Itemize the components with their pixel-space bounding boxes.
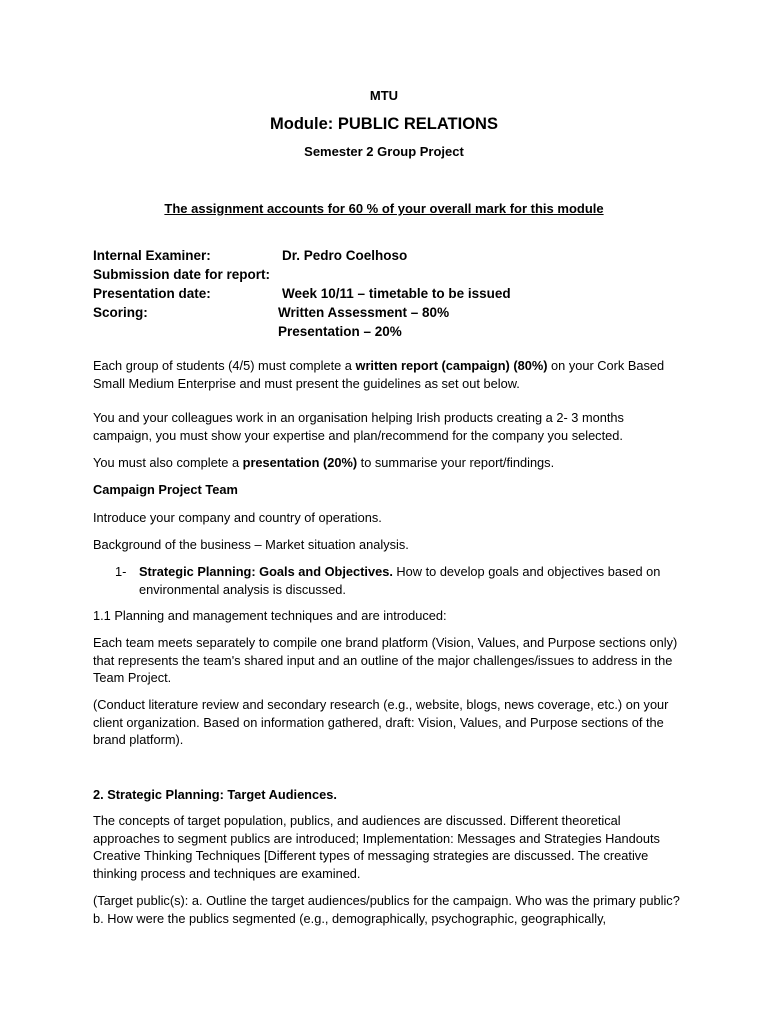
institution-name: MTU [369,88,399,103]
project-subtitle: Semester 2 Group Project [304,144,464,159]
presentation-value: Week 10/11 – timetable to be issued [282,286,511,301]
paragraph-planning-techniques: 1.1 Planning and management techniques and are introduced: [93,608,447,623]
weighting-note: The assignment accounts for 60 % of your overall mark for this module [164,201,604,216]
paragraph-target-concepts: The concepts of target population, publics, and audiences are discussed. Different theoretical approaches to segment publics are introduced; Implementation: Messages and Strategies Handouts Creative Thinking Techniques [Different types of messaging strategies are discussed. The creative thinking process and techniques are examined. [93,813,660,881]
list-item-strategic-planning: 1- Strategic Planning: Goals and Objectives. How to develop goals and objectives based on environmental analysis is discussed. [115,564,661,597]
heading-target-audiences: 2. Strategic Planning: Target Audiences. [93,787,337,802]
paragraph-background: Background of the business – Market situation analysis. [93,537,409,552]
paragraph-written-report: Each group of students (4/5) must complete a written report (campaign) (80%) on your Cork Based Small Medium Enterprise and must present the guidelines as set out below. [93,358,665,391]
list-item-number: 1- [115,564,127,579]
submission-label: Submission date for report: [93,267,271,282]
written-report-emphasis: written report (campaign) (80%) [355,358,548,373]
paragraph-target-publics: (Target public(s): a. Outline the target audiences/publics for the campaign. Who was the primary public? b. How were the publics segmented (e.g., demographically, psychographic, geographically, [93,893,680,926]
scoring-value-written: Written Assessment – 80% [278,305,450,320]
paragraph-presentation: You must also complete a presentation (20%) to summarise your report/findings. [93,455,555,470]
list-item-title: Strategic Planning: Goals and Objectives. [139,564,393,579]
paragraph-literature-review: (Conduct literature review and secondary research (e.g., website, blogs, news coverage, etc.) on your client organization. Based on information gathered, draft: Vision, Values, and Purpose sections of the brand platform). [93,697,669,747]
presentation-emphasis: presentation (20%) [242,455,358,470]
scoring-value-presentation: Presentation – 20% [278,324,402,339]
paragraph-company-intro: Introduce your company and country of operations. [93,510,382,525]
presentation-label: Presentation date: [93,286,211,301]
examiner-value: Dr. Pedro Coelhoso [282,248,408,263]
module-title: Module: PUBLIC RELATIONS [270,115,498,133]
examiner-label: Internal Examiner: [93,248,211,263]
paragraph-campaign: You and your colleagues work in an organisation helping Irish products creating a 2- 3 months campaign, you must show your expertise and plan/recommend for the company you selected. [93,410,624,443]
heading-campaign-team: Campaign Project Team [93,482,238,497]
scoring-label: Scoring: [93,305,148,320]
paragraph-brand-platform: Each team meets separately to compile one brand platform (Vision, Values, and Purpose sections only) that represents the team's shared input and an outline of the major challenges/issues to address in the Team Project. [93,635,678,685]
